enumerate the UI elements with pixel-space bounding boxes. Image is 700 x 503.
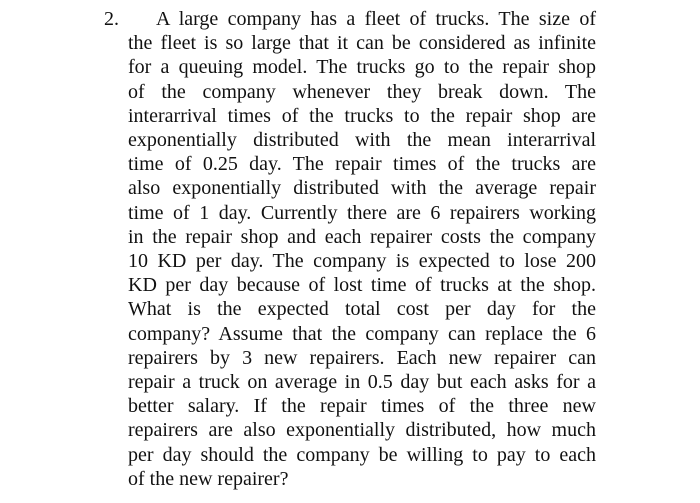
problem-line: repairers by 3 new repairers. Each new repairer can	[128, 346, 596, 369]
problem-line: of the new repairer?	[128, 467, 289, 490]
problem-line: company? Assume that the company can replace the 6	[128, 322, 596, 345]
problem-line: better salary. If the repair times of the three new	[128, 395, 596, 418]
problem-line: for a queuing model. The trucks go to the repair shop	[128, 56, 596, 79]
problem-line: of the company whenever they break down. The	[128, 80, 596, 103]
problem-line: repairers are also exponentially distributed, how much	[128, 419, 596, 442]
problem-line: also exponentially distributed with the average repair	[128, 177, 596, 200]
problem-line: per day should the company be willing to pay to each	[128, 443, 596, 466]
problem-number: 2.	[104, 8, 119, 30]
problem-line: in the repair shop and each repairer costs the company	[128, 225, 596, 248]
problem-line: A large company has a fleet of trucks. The size of	[156, 8, 596, 30]
problem-line: exponentially distributed with the mean interarrival	[128, 129, 596, 152]
problem-line: time of 1 day. Currently there are 6 repairers working	[128, 201, 596, 224]
problem-line: interarrival times of the trucks to the repair shop are	[128, 104, 596, 127]
problem-line: repair a truck on average in 0.5 day but each asks for a	[128, 371, 596, 394]
problem-line: 10 KD per day. The company is expected to lose 200	[128, 250, 596, 273]
problem-line: KD per day because of lost time of trucks at the shop.	[128, 274, 596, 297]
problem-line: time of 0.25 day. The repair times of the trucks are	[128, 153, 596, 176]
problem-line: the fleet is so large that it can be considered as infinite	[128, 32, 596, 55]
problem-line: What is the expected total cost per day for the	[128, 298, 596, 321]
problem-statement	[128, 7, 596, 491]
